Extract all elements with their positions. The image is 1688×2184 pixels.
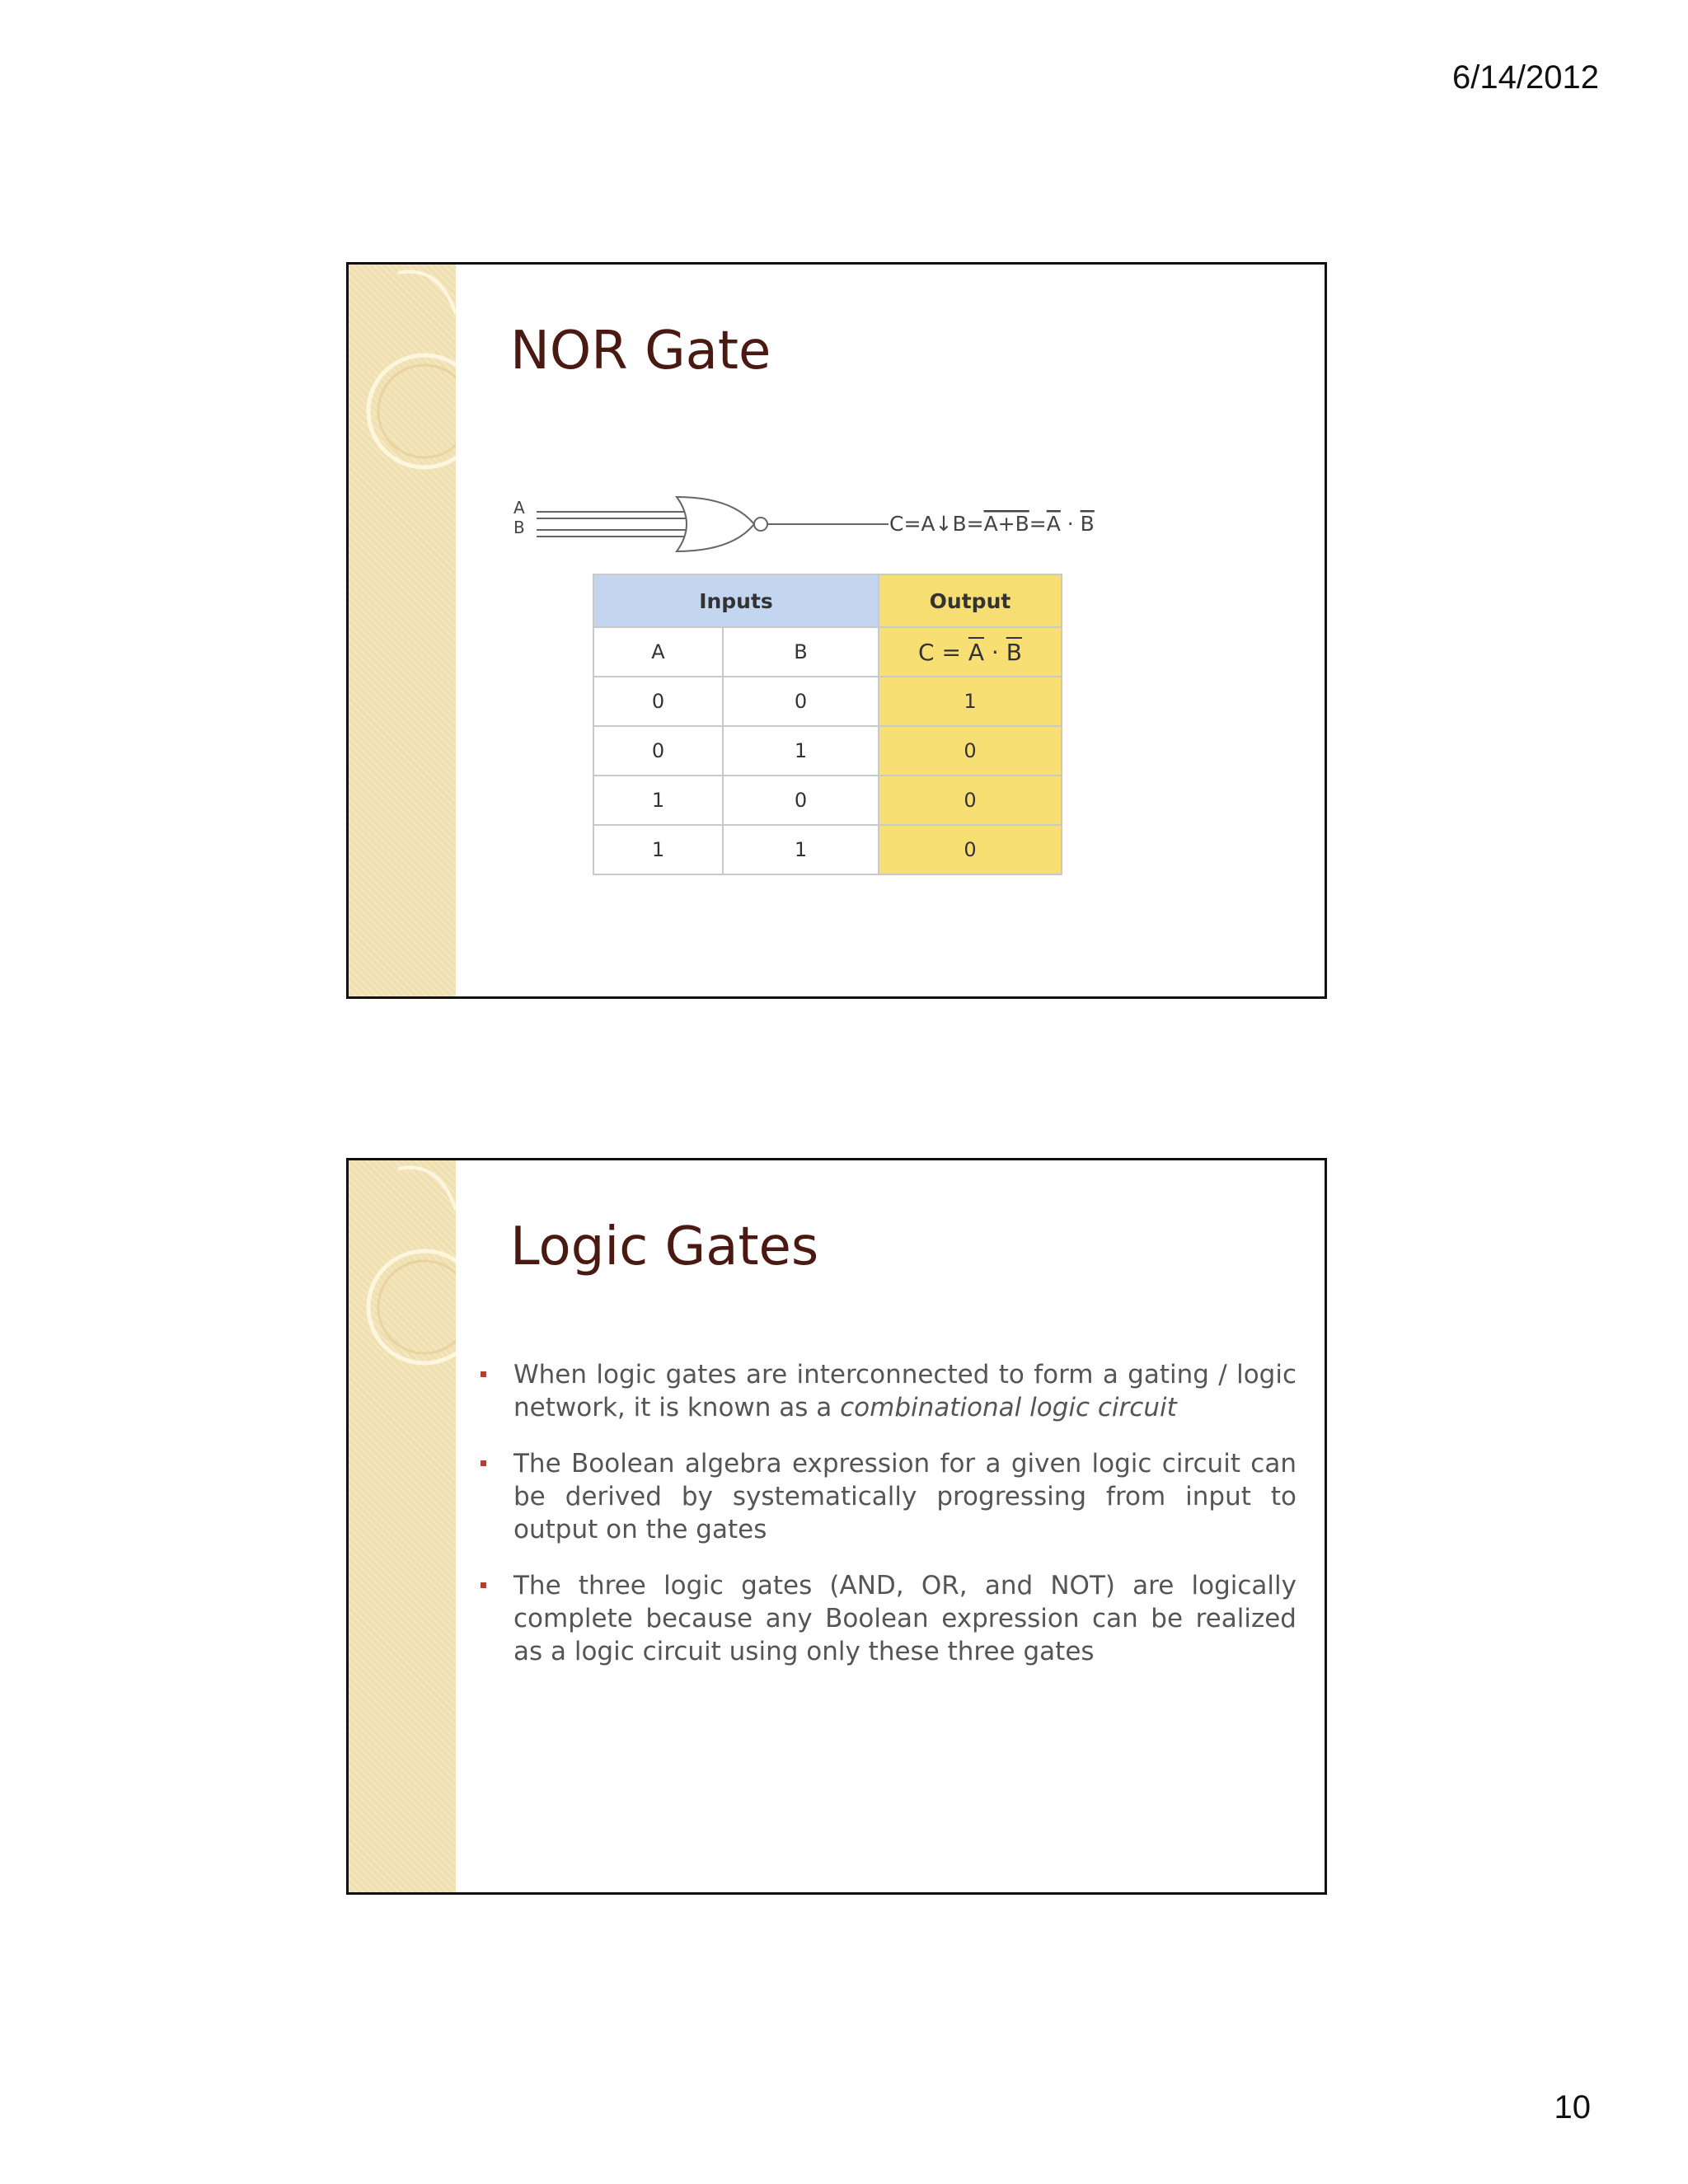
table-row — [593, 726, 1062, 776]
page-date: 6/14/2012 — [1452, 59, 1599, 96]
bullet-text: The Boolean algebra expression for a given logic circuit can be derived by systematically progressing from input to output on the gates — [513, 1449, 1296, 1544]
list-item — [481, 1358, 1296, 1424]
table-row — [593, 677, 1062, 726]
cell-b: 1 — [723, 726, 879, 776]
slide-title: Logic Gates — [510, 1216, 819, 1277]
nor-gate-diagram — [513, 479, 1189, 565]
column-b-header: B — [723, 627, 879, 677]
cell-a: 0 — [593, 726, 723, 776]
column-a-header: A — [593, 627, 723, 677]
bullet-text: When logic gates are interconnected to form a gating / logic network, it is known as a — [513, 1360, 1296, 1422]
nor-gate-symbol-icon — [513, 479, 1189, 561]
bullet-icon — [481, 1371, 486, 1377]
decorative-circles-icon — [349, 1160, 456, 1892]
table-row — [593, 825, 1062, 874]
cell-b: 0 — [723, 776, 879, 825]
cell-b: 0 — [723, 677, 879, 726]
cell-c: 0 — [879, 776, 1062, 825]
cell-a: 1 — [593, 776, 723, 825]
list-item — [481, 1447, 1296, 1546]
input-a-label: A — [513, 498, 525, 518]
bullet-icon — [481, 1460, 486, 1466]
output-header: Output — [879, 574, 1062, 627]
nor-truth-table — [593, 574, 1062, 875]
inputs-header: Inputs — [593, 574, 879, 627]
slide-decoration — [349, 265, 456, 996]
slide-decoration — [349, 1160, 456, 1892]
cell-c: 0 — [879, 726, 1062, 776]
bullet-emphasis: combinational logic circuit — [840, 1393, 1177, 1422]
decorative-circles-icon — [349, 265, 456, 996]
bullet-list — [481, 1358, 1296, 1691]
cell-a: 1 — [593, 825, 723, 874]
page-number: 10 — [1554, 2089, 1591, 2125]
cell-b: 1 — [723, 825, 879, 874]
output-equation: C=A↓B=A+B=A · B — [889, 512, 1095, 536]
list-item — [481, 1569, 1296, 1668]
input-b-label: B — [513, 518, 525, 537]
table-row — [593, 776, 1062, 825]
cell-c: 0 — [879, 825, 1062, 874]
slide-title: NOR Gate — [510, 321, 771, 382]
cell-a: 0 — [593, 677, 723, 726]
bullet-text: The three logic gates (AND, OR, and NOT) are logically complete because any Boolean expression can be realized as a logic circuit using only these three gates — [513, 1571, 1296, 1666]
column-c-header: $C = \overline{A} \cdot \overline{B}$ — [879, 627, 1062, 677]
slide-nor-gate — [346, 262, 1327, 999]
cell-c: 1 — [879, 677, 1062, 726]
bullet-icon — [481, 1582, 486, 1588]
slide-logic-gates — [346, 1158, 1327, 1895]
